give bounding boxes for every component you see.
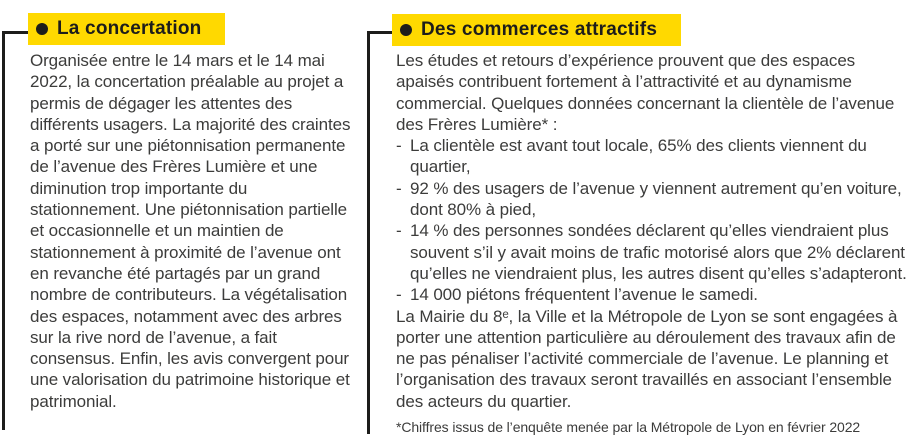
- footnote: *Chiffres issus de l’enquête menée par la Métropole de Lyon en février 2022: [396, 419, 861, 436]
- list-item-text: 14 % des personnes sondées déclarent qu’elles viendraient plus souvent s’il y avait moins de trafic motorisé alors que 2% déclarent qu’elles ne viendraient plus, les autres disent qu’elles s’adapteront.: [410, 221, 907, 283]
- list-item: [396, 220, 912, 284]
- right-section-closing: La Mairie du 8ᵉ, la Ville et la Métropole de Lyon se sont engagées à porter une attention particulière au déroulement des travaux afin de ne pas pénaliser l’activité commerciale de l’avenue. Le planning et l’organisation des travaux seront travaillés en associant l’ensemble des acteurs du quartier.: [396, 306, 898, 411]
- list-item-text: 14 000 piétons fréquentent l’avenue le samedi.: [410, 285, 758, 305]
- left-bracket-vertical-line: [2, 31, 5, 430]
- list-item: [396, 284, 912, 305]
- dash-marker: -: [396, 178, 402, 198]
- dash-marker: -: [396, 221, 402, 241]
- left-section-body: Organisée entre le 14 mars et le 14 mai 2022, la concertation préalable au projet a permis de dégager les attentes des différents usagers. La majorité des craintes a porté sur une piétonnisation permanente de l’avenue des Frères Lumière et une diminution trop importante du stationnement. Une piétonnisation partielle et occasionnelle et un maintien de stationnement à proximité de l’avenue ont en revanche été partagés par un grand nombre de contributeurs. La végétalisation des espaces, notamment avec des arbres sur la rive nord de l’avenue, a fait consensus. Enfin, les avis convergent pour une valorisation du patrimoine historique et patrimonial.: [30, 51, 351, 411]
- right-section-intro: Les études et retours d’expérience prouvent que des espaces apaisés contribuent fortement à l’attractivité et au dynamisme commercial. Quelques données concernant la clientèle de l’avenue des Frères Lumière* :: [396, 51, 895, 134]
- right-bracket-vertical-line: [367, 31, 370, 434]
- left-section-header: [28, 13, 225, 45]
- left-section-title: La concertation: [57, 17, 202, 39]
- right-section-title: Des commerces attractifs: [421, 18, 658, 40]
- circle-bullet-icon: [400, 24, 412, 36]
- list-item-text: La clientèle est avant tout locale, 65% des clients viennent du quartier,: [410, 136, 867, 177]
- right-section-header: [392, 14, 681, 46]
- list-item: [396, 135, 912, 178]
- dash-marker: -: [396, 285, 402, 305]
- right-section-body: [396, 50, 912, 438]
- circle-bullet-icon: [36, 23, 48, 35]
- list-item-text: 92 % des usagers de l’avenue y viennent autrement qu’en voiture, dont 80% à pied,: [410, 178, 902, 220]
- list-item: [396, 178, 912, 221]
- dash-marker: -: [396, 136, 402, 156]
